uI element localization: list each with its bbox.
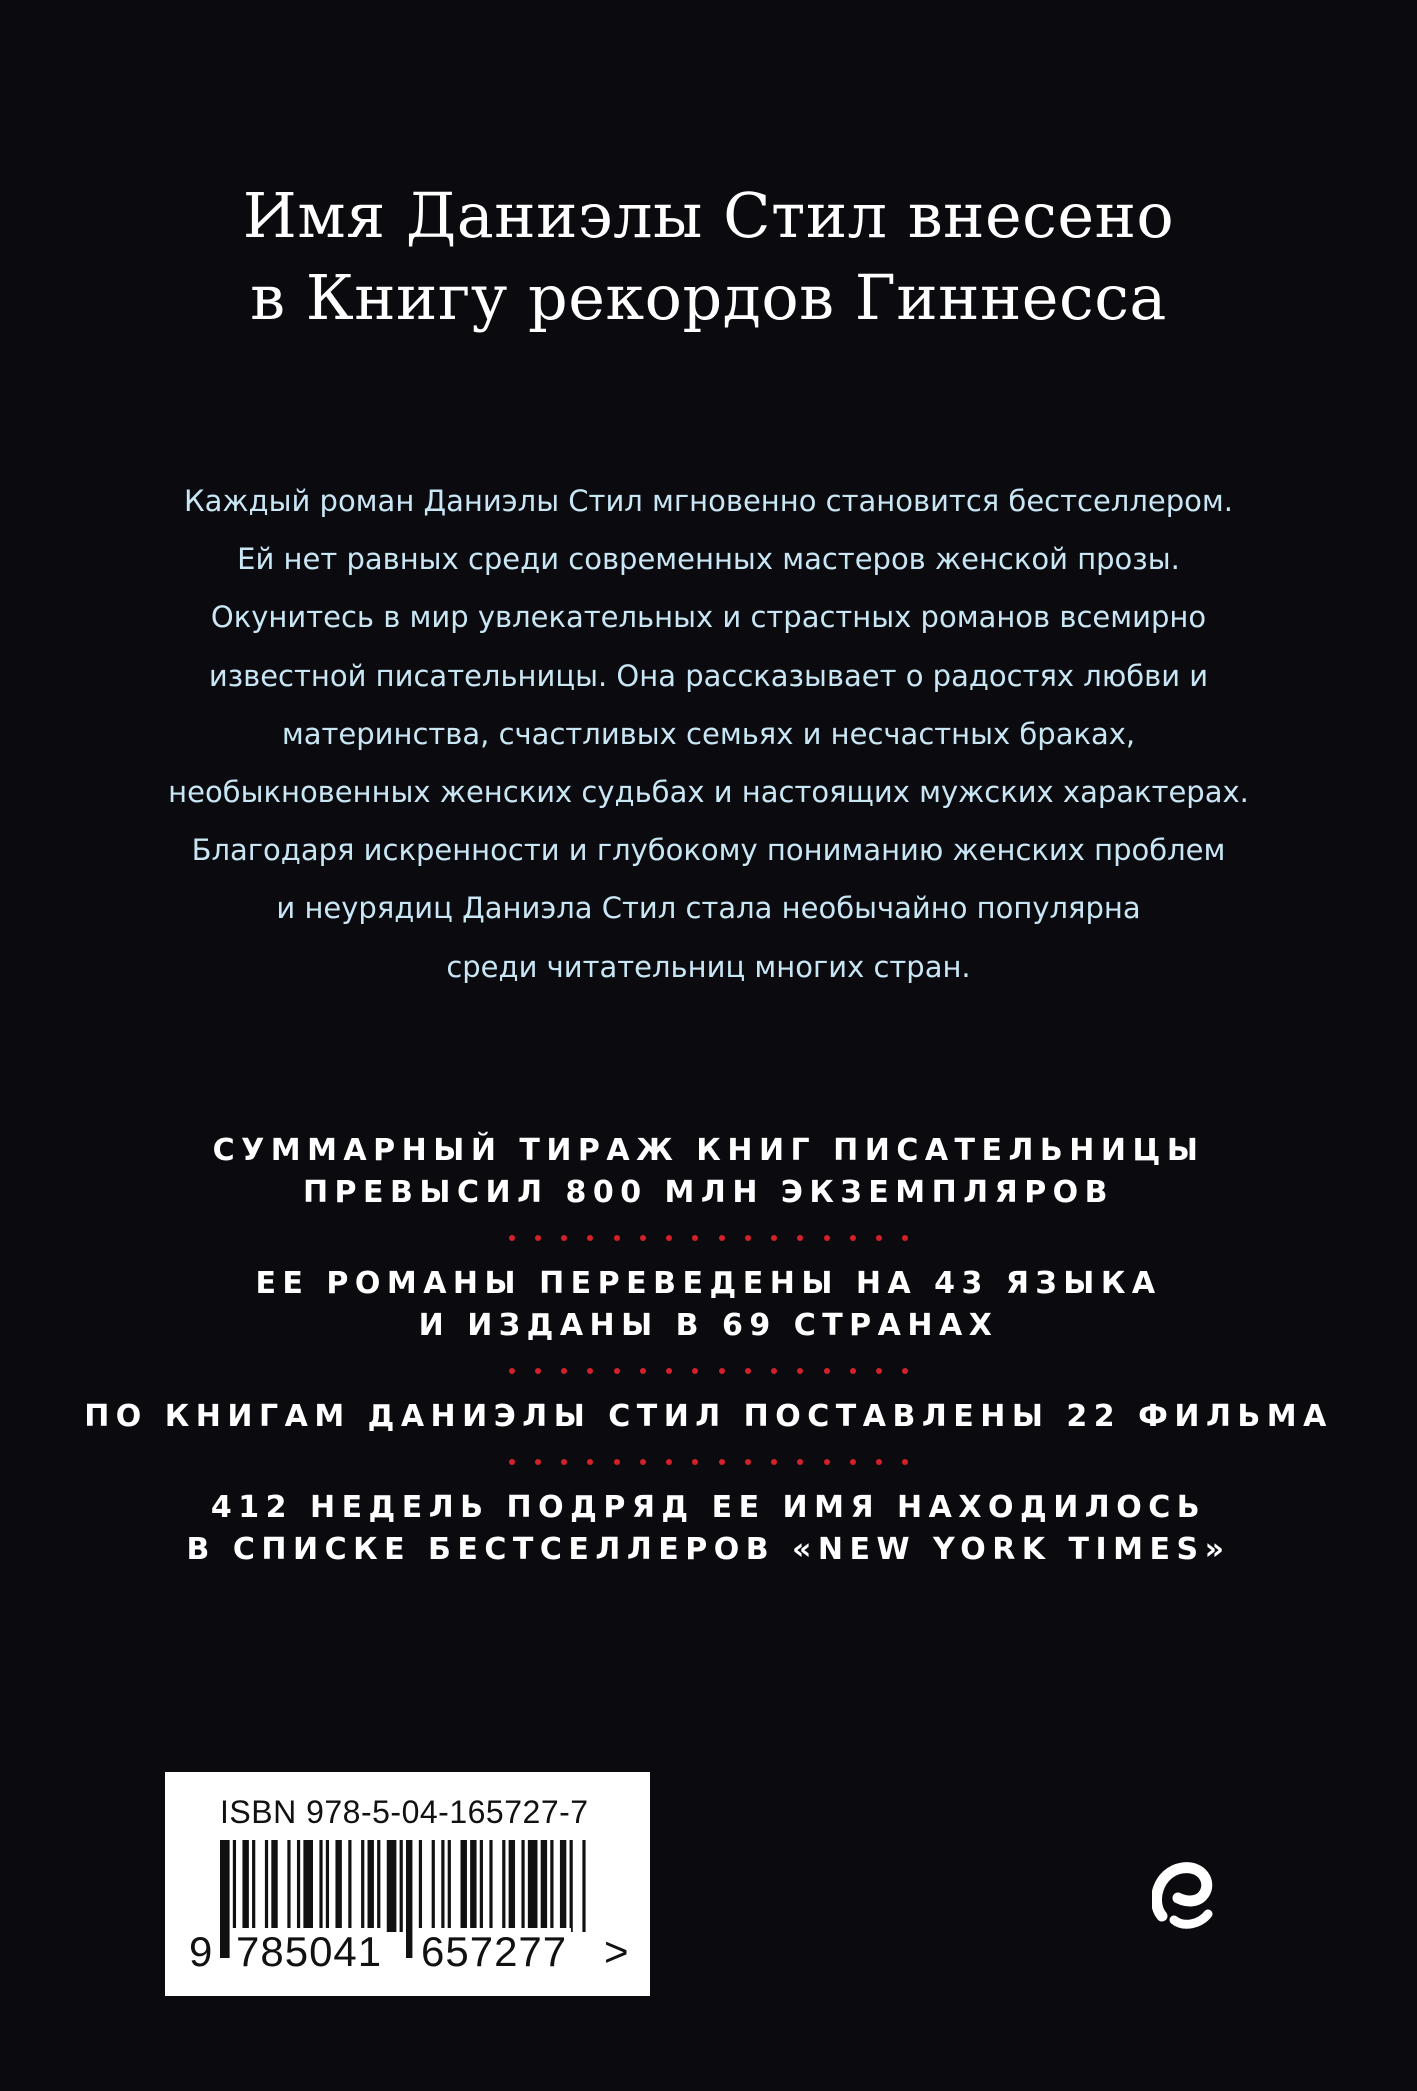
- isbn-label: ISBN 978-5-04-165727-7: [220, 1794, 589, 1830]
- divider-dot: [771, 1459, 777, 1465]
- divider-dot: [719, 1368, 725, 1374]
- fact-line: ЕЕ РОМАНЫ ПЕРЕВЕДЕНЫ НА 43 ЯЗЫКА: [255, 1266, 1162, 1301]
- divider-dot: [666, 1459, 672, 1465]
- divider-dot: [719, 1235, 725, 1241]
- barcode-bar: [521, 1840, 524, 1932]
- barcode-bar: [570, 1840, 573, 1932]
- blurb-line: Каждый роман Даниэлы Стил мгновенно становится бестселлером.: [184, 484, 1233, 518]
- divider-dot: [876, 1368, 882, 1374]
- headline-line-1: Имя Даниэлы Стил внесено: [242, 179, 1175, 252]
- divider-dot: [561, 1235, 567, 1241]
- dotted-divider: [509, 1459, 909, 1465]
- facts-list: [0, 1130, 1417, 1571]
- divider-dot: [797, 1235, 803, 1241]
- barcode-bar: [387, 1840, 397, 1932]
- fact-line: 412 НЕДЕЛЬ ПОДРЯД ЕЕ ИМЯ НАХОДИЛОСЬ: [210, 1490, 1207, 1525]
- barcode-bar: [319, 1840, 322, 1932]
- blurb-line: известной писательницы. Она рассказывает о радостях любви и: [208, 658, 1209, 693]
- divider-dot: [745, 1368, 751, 1374]
- barcode: [165, 1772, 650, 1996]
- divider-dot: [666, 1235, 672, 1241]
- divider-dot: [614, 1235, 620, 1241]
- divider-dot: [745, 1235, 751, 1241]
- divider-dot: [535, 1235, 541, 1241]
- divider-dot: [509, 1368, 515, 1374]
- divider-dot: [850, 1459, 856, 1465]
- divider-dot: [824, 1368, 830, 1374]
- barcode-bar: [448, 1840, 451, 1932]
- divider-dot: [640, 1235, 646, 1241]
- barcode-bar: [461, 1840, 467, 1932]
- barcode-bar: [480, 1840, 483, 1932]
- barcode-bar: [541, 1840, 547, 1932]
- barcode-bar: [252, 1840, 255, 1932]
- divider-dot: [640, 1459, 646, 1465]
- fact-line: И ИЗДАНЫ В 69 СТРАНАХ: [418, 1308, 999, 1343]
- barcode-bar: [528, 1840, 538, 1932]
- blurb-line: необыкновенных женских судьбах и настоящих мужских характерах.: [168, 775, 1249, 810]
- divider-dot: [692, 1459, 698, 1465]
- divider-dot: [509, 1235, 515, 1241]
- divider-dot: [719, 1459, 725, 1465]
- divider-dot: [850, 1235, 856, 1241]
- barcode-bar: [441, 1840, 444, 1932]
- divider-dot: [876, 1459, 882, 1465]
- dotted-divider: [509, 1235, 909, 1241]
- divider-dot: [561, 1368, 567, 1374]
- headline-line-2: в Книгу рекордов Гиннесса: [250, 261, 1167, 334]
- divider-dot: [587, 1368, 593, 1374]
- barcode-digit-group-2: 657277: [417, 1928, 571, 1976]
- barcode-digits: [187, 1928, 637, 1978]
- divider-dot: [824, 1235, 830, 1241]
- barcode-bar: [303, 1840, 313, 1932]
- barcode-bar: [502, 1840, 505, 1932]
- divider-dot: [535, 1459, 541, 1465]
- blurb-line: Благодаря искренности и глубокому пониманию женских проблем: [191, 833, 1226, 868]
- blurb-line: Окунитесь в мир увлекательных и страстных романов всемирно: [210, 600, 1207, 635]
- barcode-bar: [377, 1840, 380, 1932]
- fact-item: [0, 1130, 1417, 1214]
- divider-dot: [902, 1368, 908, 1374]
- barcode-bar: [400, 1840, 403, 1932]
- divider-dot: [561, 1459, 567, 1465]
- headline: [0, 175, 1417, 339]
- barcode-bar: [470, 1840, 476, 1932]
- barcode-bar: [287, 1840, 290, 1932]
- divider-dot: [587, 1459, 593, 1465]
- barcode-digit-group-1: 785041: [232, 1928, 386, 1976]
- barcode-bar: [582, 1840, 585, 1932]
- divider-dot: [509, 1459, 515, 1465]
- divider-dot: [535, 1368, 541, 1374]
- divider-dot: [771, 1235, 777, 1241]
- barcode-digit-end: >: [604, 1928, 629, 1975]
- divider-dot: [797, 1368, 803, 1374]
- divider-dot: [824, 1459, 830, 1465]
- barcode-bar: [265, 1840, 268, 1932]
- divider-dot: [614, 1459, 620, 1465]
- blurb: [60, 472, 1357, 996]
- barcode-bar: [560, 1840, 566, 1932]
- barcode-bar: [348, 1840, 351, 1932]
- barcode-bar: [509, 1840, 515, 1932]
- divider-dot: [850, 1368, 856, 1374]
- divider-dot: [902, 1235, 908, 1241]
- divider-dot: [614, 1368, 620, 1374]
- barcode-bar: [271, 1840, 277, 1932]
- dotted-divider: [509, 1368, 909, 1374]
- barcode-bar: [297, 1840, 300, 1932]
- divider-dot: [587, 1235, 593, 1241]
- barcode-bar: [326, 1840, 329, 1932]
- divider-dot: [797, 1459, 803, 1465]
- blurb-line: Ей нет равных среди современных мастеров женской прозы.: [237, 542, 1180, 577]
- divider-dot: [666, 1368, 672, 1374]
- fact-line: ПРЕВЫСИЛ 800 МЛН ЭКЗЕМПЛЯРОВ: [302, 1175, 1115, 1210]
- barcode-bar: [489, 1840, 492, 1932]
- divider-dot: [692, 1235, 698, 1241]
- barcode-bar: [368, 1840, 374, 1932]
- divider-dot: [745, 1459, 751, 1465]
- barcode-bar: [361, 1840, 364, 1932]
- fact-line: СУММАРНЫЙ ТИРАЖ КНИГ ПИСАТЕЛЬНИЦЫ: [212, 1133, 1205, 1168]
- fact-item: [0, 1487, 1417, 1571]
- barcode-digit-first: 9: [189, 1928, 213, 1975]
- divider-dot: [876, 1235, 882, 1241]
- divider-dot: [902, 1459, 908, 1465]
- blurb-line: и неурядиц Даниэла Стил стала необычайно популярна: [276, 891, 1141, 926]
- barcode-bar: [550, 1840, 553, 1932]
- barcode-bar: [432, 1840, 435, 1932]
- divider-dot: [640, 1368, 646, 1374]
- eksmo-logo-icon: [1152, 1858, 1214, 1934]
- barcode-bar: [242, 1840, 248, 1932]
- fact-item: [0, 1263, 1417, 1347]
- barcode-bar: [335, 1840, 341, 1932]
- fact-item: [0, 1396, 1417, 1438]
- fact-line: ПО КНИГАМ ДАНИЭЛЫ СТИЛ ПОСТАВЛЕНЫ 22 ФИЛЬМА: [84, 1399, 1333, 1434]
- blurb-line: материнства, счастливых семьях и несчастных браках,: [281, 716, 1136, 751]
- divider-dot: [771, 1368, 777, 1374]
- divider-dot: [692, 1368, 698, 1374]
- blurb-line: среди читательниц многих стран.: [446, 949, 971, 984]
- fact-line: В СПИСКЕ БЕСТСЕЛЛЕРОВ «NEW YORK TIMES»: [186, 1532, 1231, 1567]
